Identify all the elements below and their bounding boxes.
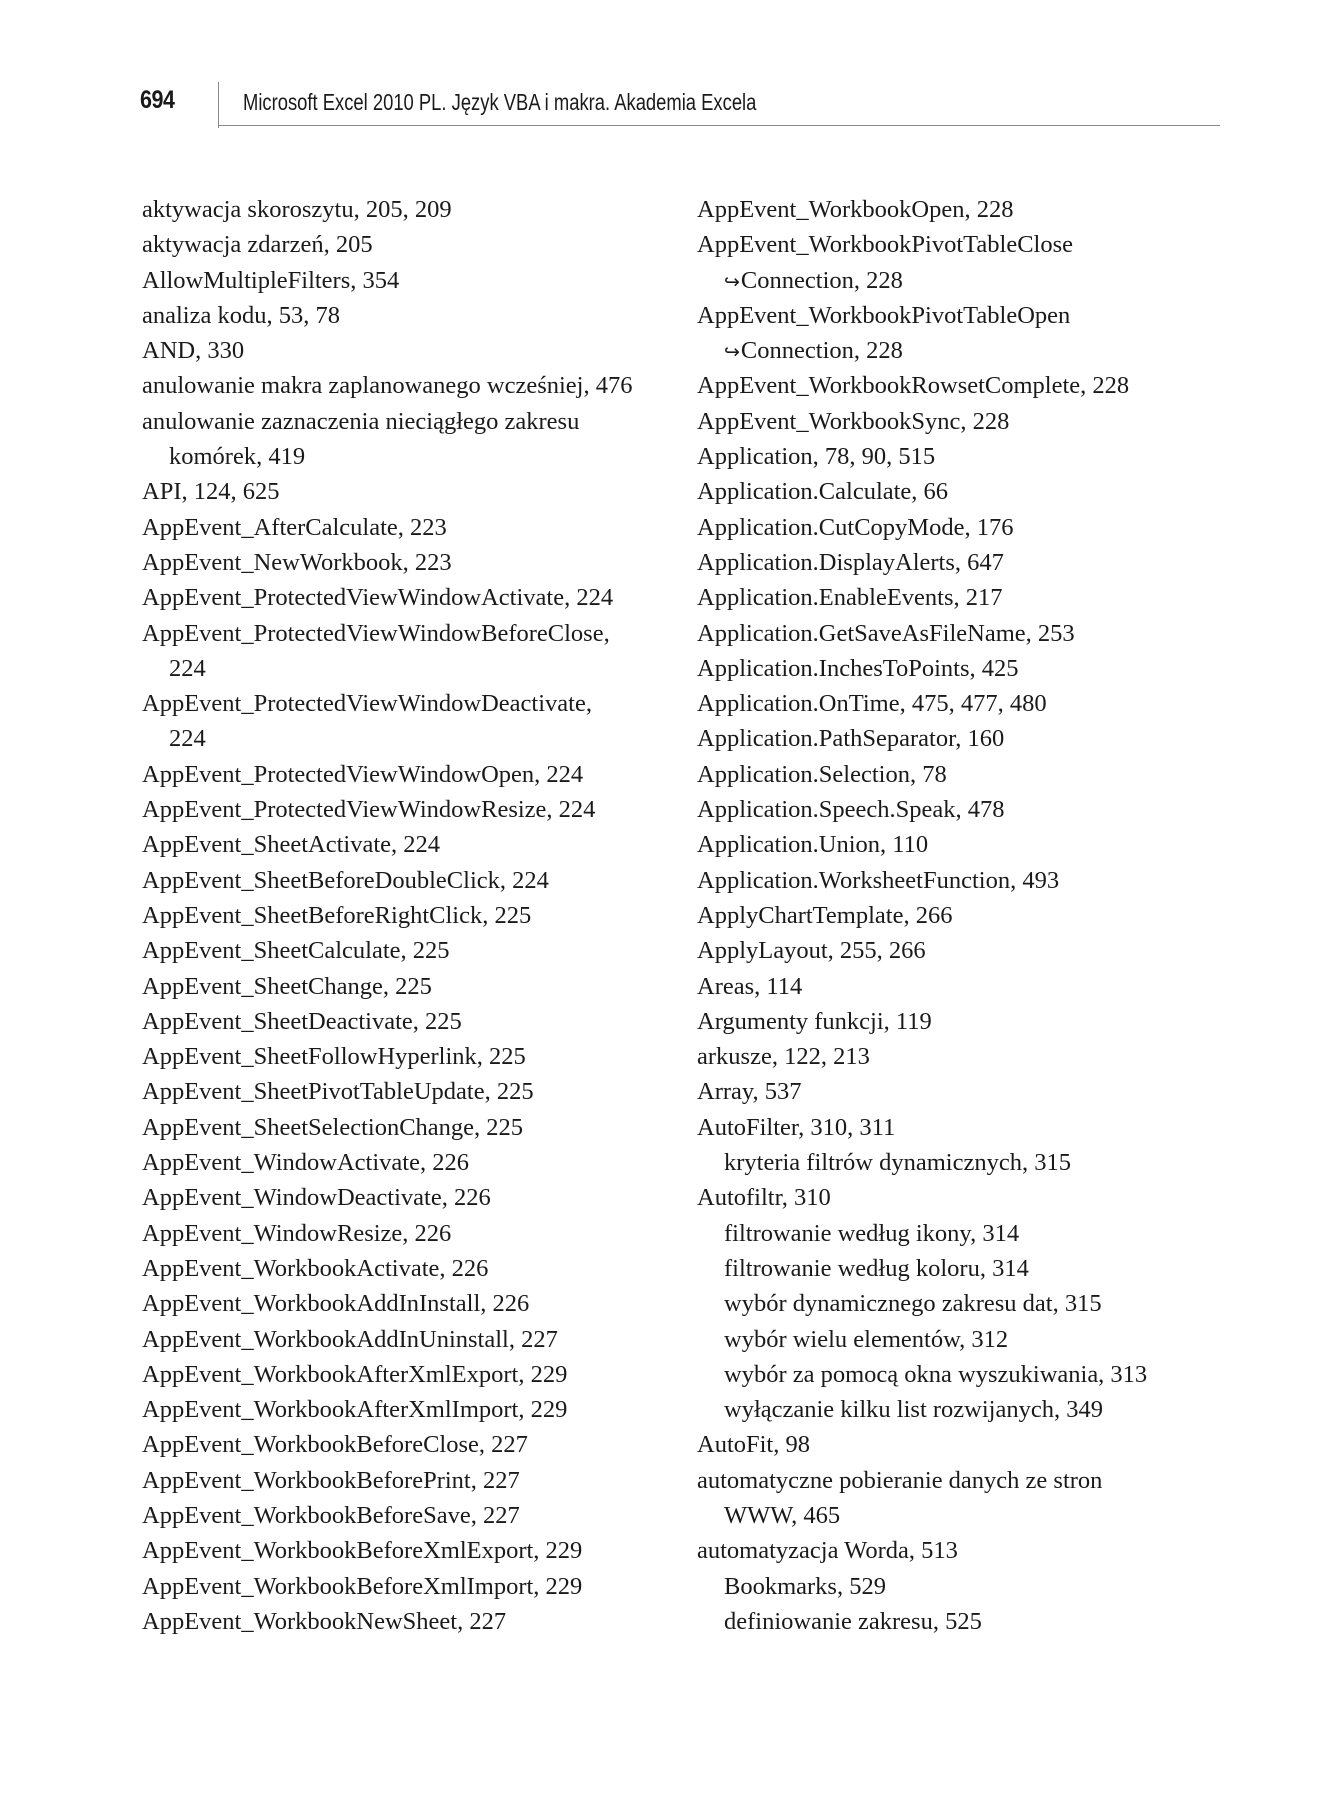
index-entry-text: AppEvent_ProtectedViewWindowDeactivate, <box>142 690 592 718</box>
index-entry-text: AppEvent_WorkbookPivotTableClose <box>697 231 1074 259</box>
index-entry-text: AppEvent_AfterCalculate, 223 <box>142 513 447 541</box>
index-entry-text: anulowanie makra zaplanowanego wcześniej, 476 <box>142 372 633 400</box>
index-entry-text: Application.InchesToPoints, 425 <box>697 654 1019 682</box>
index-entry <box>142 368 682 403</box>
index-entry <box>142 792 682 827</box>
index-subentry <box>697 1498 1217 1533</box>
index-entry <box>697 1074 1217 1109</box>
index-entry-text: wyłączanie kilku list rozwijanych, 349 <box>724 1396 1103 1424</box>
index-entry <box>697 192 1217 227</box>
index-entry <box>142 333 682 368</box>
index-entry-text: Application.CutCopyMode, 176 <box>697 513 1014 541</box>
index-subentry <box>697 1216 1217 1251</box>
index-entry <box>697 1180 1217 1215</box>
index-entry <box>142 1569 682 1604</box>
index-entry <box>142 263 682 298</box>
index-subentry <box>697 263 1217 298</box>
index-entry <box>697 933 1217 968</box>
index-entry-text: definiowanie zakresu, 525 <box>724 1607 982 1635</box>
index-entry-text: AppEvent_WorkbookBeforeClose, 227 <box>142 1431 528 1459</box>
header-divider <box>218 82 219 128</box>
index-entry <box>142 827 682 862</box>
index-column-right <box>697 192 1217 1639</box>
index-entry-text: wybór za pomocą okna wyszukiwania, 313 <box>724 1360 1148 1388</box>
index-entry-text: AND, 330 <box>142 337 245 365</box>
index-entry-text: ApplyLayout, 255, 266 <box>697 937 926 965</box>
index-entry-text: Argumenty funkcji, 119 <box>697 1007 932 1035</box>
index-entry <box>142 686 682 721</box>
index-entry <box>142 1322 682 1357</box>
index-entry <box>142 1110 682 1145</box>
index-entry-text: Areas, 114 <box>697 972 803 1000</box>
index-entry <box>142 616 682 651</box>
index-entry <box>697 1427 1217 1462</box>
index-entry <box>697 686 1217 721</box>
index-entry <box>697 969 1217 1004</box>
index-entry-text: komórek, 419 <box>169 443 306 471</box>
index-entry-text: Connection, 228 <box>740 337 903 365</box>
index-subentry <box>697 1604 1217 1639</box>
index-entry-text: AppEvent_WorkbookBeforePrint, 227 <box>142 1466 520 1494</box>
index-entry <box>142 1533 682 1568</box>
index-entry-text: AppEvent_WorkbookNewSheet, 227 <box>142 1607 507 1635</box>
index-entry-text: AppEvent_WorkbookAfterXmlExport, 229 <box>142 1360 568 1388</box>
index-column-left <box>142 192 682 1639</box>
continuation-arrow-icon: ↪ <box>724 270 740 293</box>
index-entry <box>142 1357 682 1392</box>
index-entry <box>142 1145 682 1180</box>
index-entry <box>697 580 1217 615</box>
index-entry-text: Application, 78, 90, 515 <box>697 443 936 471</box>
index-entry-text: AppEvent_WorkbookRowsetComplete, 228 <box>697 372 1130 400</box>
index-entry-text: AppEvent_WorkbookBeforeXmlImport, 229 <box>142 1572 583 1600</box>
index-entry-text: AppEvent_SheetFollowHyperlink, 225 <box>142 1043 526 1071</box>
index-entry-text: AppEvent_SheetBeforeDoubleClick, 224 <box>142 866 549 894</box>
index-entry-text: AppEvent_WorkbookPivotTableOpen <box>697 301 1071 329</box>
index-entry-text: AppEvent_WindowActivate, 226 <box>142 1149 469 1177</box>
index-entry-text: Application.GetSaveAsFileName, 253 <box>697 619 1075 647</box>
index-entry <box>142 298 682 333</box>
index-entry-text: Application.Speech.Speak, 478 <box>697 796 1005 824</box>
index-entry-text: filtrowanie według ikony, 314 <box>724 1219 1020 1247</box>
index-entry <box>697 368 1217 403</box>
index-entry-text: 224 <box>169 725 206 753</box>
index-entry-text: automatyzacja Worda, 513 <box>697 1537 958 1565</box>
index-entry-text: AllowMultipleFilters, 354 <box>142 266 400 294</box>
index-entry <box>142 580 682 615</box>
index-entry-text: aktywacja skoroszytu, 205, 209 <box>142 196 452 223</box>
index-entry <box>697 616 1217 651</box>
index-entry-text: Application.Selection, 78 <box>697 760 947 788</box>
index-entry <box>142 404 682 439</box>
index-entry-text: Application.OnTime, 475, 477, 480 <box>697 690 1047 718</box>
index-entry <box>697 510 1217 545</box>
index-subentry <box>697 1145 1217 1180</box>
index-entry <box>697 757 1217 792</box>
index-entry-text: AutoFit, 98 <box>697 1431 810 1459</box>
index-entry <box>142 969 682 1004</box>
index-entry <box>697 863 1217 898</box>
index-entry-text: WWW, 465 <box>724 1501 841 1529</box>
index-subentry <box>697 1569 1217 1604</box>
index-entry-text: AppEvent_SheetActivate, 224 <box>142 831 441 859</box>
header-rule <box>218 125 1220 126</box>
index-entry <box>142 1604 682 1639</box>
index-entry-text: AppEvent_NewWorkbook, 223 <box>142 548 452 576</box>
index-entry <box>142 1463 682 1498</box>
index-entry-text: AppEvent_ProtectedViewWindowResize, 224 <box>142 796 596 824</box>
index-subentry <box>697 1357 1217 1392</box>
index-subentry <box>697 1286 1217 1321</box>
index-subentry <box>142 439 682 474</box>
index-entry-text: ApplyChartTemplate, 266 <box>697 901 953 929</box>
index-entry-text: Autofiltr, 310 <box>697 1184 831 1212</box>
index-subentry <box>142 651 682 686</box>
page-number: 694 <box>140 86 175 114</box>
index-entry-text: aktywacja zdarzeń, 205 <box>142 231 373 259</box>
index-entry <box>142 757 682 792</box>
index-entry-text: AppEvent_SheetBeforeRightClick, 225 <box>142 901 532 929</box>
running-header <box>140 82 1220 128</box>
index-entry <box>142 1392 682 1427</box>
index-entry <box>142 1216 682 1251</box>
index-entry-text: Array, 537 <box>697 1078 802 1106</box>
index-entry-text: anulowanie zaznaczenia nieciągłego zakresu <box>142 407 580 435</box>
index-entry <box>697 1110 1217 1145</box>
index-entry <box>697 1039 1217 1074</box>
running-title: Microsoft Excel 2010 PL. Język VBA i makra. Akademia Excela <box>243 89 757 115</box>
index-entry <box>697 298 1217 333</box>
index-entry <box>142 863 682 898</box>
index-entry-text: AppEvent_WorkbookAfterXmlImport, 229 <box>142 1396 568 1424</box>
index-entry-text: AppEvent_WorkbookBeforeSave, 227 <box>142 1501 520 1529</box>
index-entry <box>697 404 1217 439</box>
index-entry-text: Application.DisplayAlerts, 647 <box>697 548 1004 576</box>
index-entry-text: wybór dynamicznego zakresu dat, 315 <box>724 1290 1102 1318</box>
index-entry-text: Application.EnableEvents, 217 <box>697 584 1003 612</box>
index-entry <box>697 1533 1217 1568</box>
index-entry <box>142 192 682 227</box>
index-entry-text: API, 124, 625 <box>142 478 280 506</box>
index-entry-text: filtrowanie według koloru, 314 <box>724 1254 1029 1282</box>
index-entry <box>697 1004 1217 1039</box>
index-entry-text: analiza kodu, 53, 78 <box>142 301 340 329</box>
index-entry-text: kryteria filtrów dynamicznych, 315 <box>724 1149 1071 1177</box>
index-entry <box>697 721 1217 756</box>
index-entry <box>142 227 682 262</box>
index-entry-text: 224 <box>169 654 206 682</box>
index-entry-text: AppEvent_SheetPivotTableUpdate, 225 <box>142 1078 534 1106</box>
index-entry <box>142 474 682 509</box>
index-entry-text: automatyczne pobieranie danych ze stron <box>697 1466 1103 1494</box>
index-entry <box>142 1074 682 1109</box>
index-entry-text: AppEvent_SheetCalculate, 225 <box>142 937 450 965</box>
index-entry-text: AppEvent_WorkbookBeforeXmlExport, 229 <box>142 1537 583 1565</box>
index-entry-text: AppEvent_ProtectedViewWindowBeforeClose, <box>142 619 610 647</box>
index-entry-text: AppEvent_WorkbookAddInUninstall, 227 <box>142 1325 558 1353</box>
index-entry-text: wybór wielu elementów, 312 <box>724 1325 1009 1353</box>
index-entry <box>697 474 1217 509</box>
index-entry-text: AppEvent_WindowDeactivate, 226 <box>142 1184 491 1212</box>
index-entry <box>142 1039 682 1074</box>
index-entry-text: AppEvent_WindowResize, 226 <box>142 1219 452 1247</box>
index-entry <box>697 545 1217 580</box>
index-entry-text: AppEvent_ProtectedViewWindowActivate, 224 <box>142 584 614 612</box>
index-entry <box>697 792 1217 827</box>
continuation-arrow-icon: ↪ <box>724 341 740 364</box>
index-subentry <box>697 1392 1217 1427</box>
index-entry <box>697 439 1217 474</box>
index-entry <box>142 1180 682 1215</box>
index-entry-text: AppEvent_WorkbookActivate, 226 <box>142 1254 489 1282</box>
index-entry <box>142 545 682 580</box>
index-entry <box>697 651 1217 686</box>
index-entry-text: Connection, 228 <box>740 266 903 294</box>
index-entry-text: Bookmarks, 529 <box>724 1572 886 1600</box>
index-entry <box>142 510 682 545</box>
index-entry-text: AppEvent_WorkbookSync, 228 <box>697 407 1010 435</box>
index-entry-text: AppEvent_ProtectedViewWindowOpen, 224 <box>142 760 584 788</box>
index-entry-text: Application.WorksheetFunction, 493 <box>697 866 1060 894</box>
index-entry-text: AppEvent_SheetSelectionChange, 225 <box>142 1113 524 1141</box>
index-entry <box>697 1463 1217 1498</box>
index-entry-text: AppEvent_WorkbookAddInInstall, 226 <box>142 1290 530 1318</box>
index-entry <box>697 898 1217 933</box>
index-entry-text: Application.Calculate, 66 <box>697 478 949 506</box>
index-entry-text: AppEvent_WorkbookOpen, 228 <box>697 196 1014 223</box>
index-entry <box>142 1286 682 1321</box>
index-entry <box>142 1004 682 1039</box>
index-entry <box>142 1251 682 1286</box>
index-entry-text: arkusze, 122, 213 <box>697 1043 870 1071</box>
index-entry-text: Application.PathSeparator, 160 <box>697 725 1005 753</box>
index-entry <box>142 933 682 968</box>
index-entry <box>697 227 1217 262</box>
index-subentry <box>697 1322 1217 1357</box>
index-entry-text: AutoFilter, 310, 311 <box>697 1113 896 1141</box>
index-subentry <box>697 333 1217 368</box>
index-subentry <box>697 1251 1217 1286</box>
index-entry-text: AppEvent_SheetChange, 225 <box>142 972 432 1000</box>
index-entry <box>142 898 682 933</box>
index-entry <box>142 1427 682 1462</box>
index-entry-text: AppEvent_SheetDeactivate, 225 <box>142 1007 462 1035</box>
index-entry <box>697 827 1217 862</box>
index-entry <box>142 1498 682 1533</box>
index-entry-text: Application.Union, 110 <box>697 831 929 859</box>
index-subentry <box>142 721 682 756</box>
